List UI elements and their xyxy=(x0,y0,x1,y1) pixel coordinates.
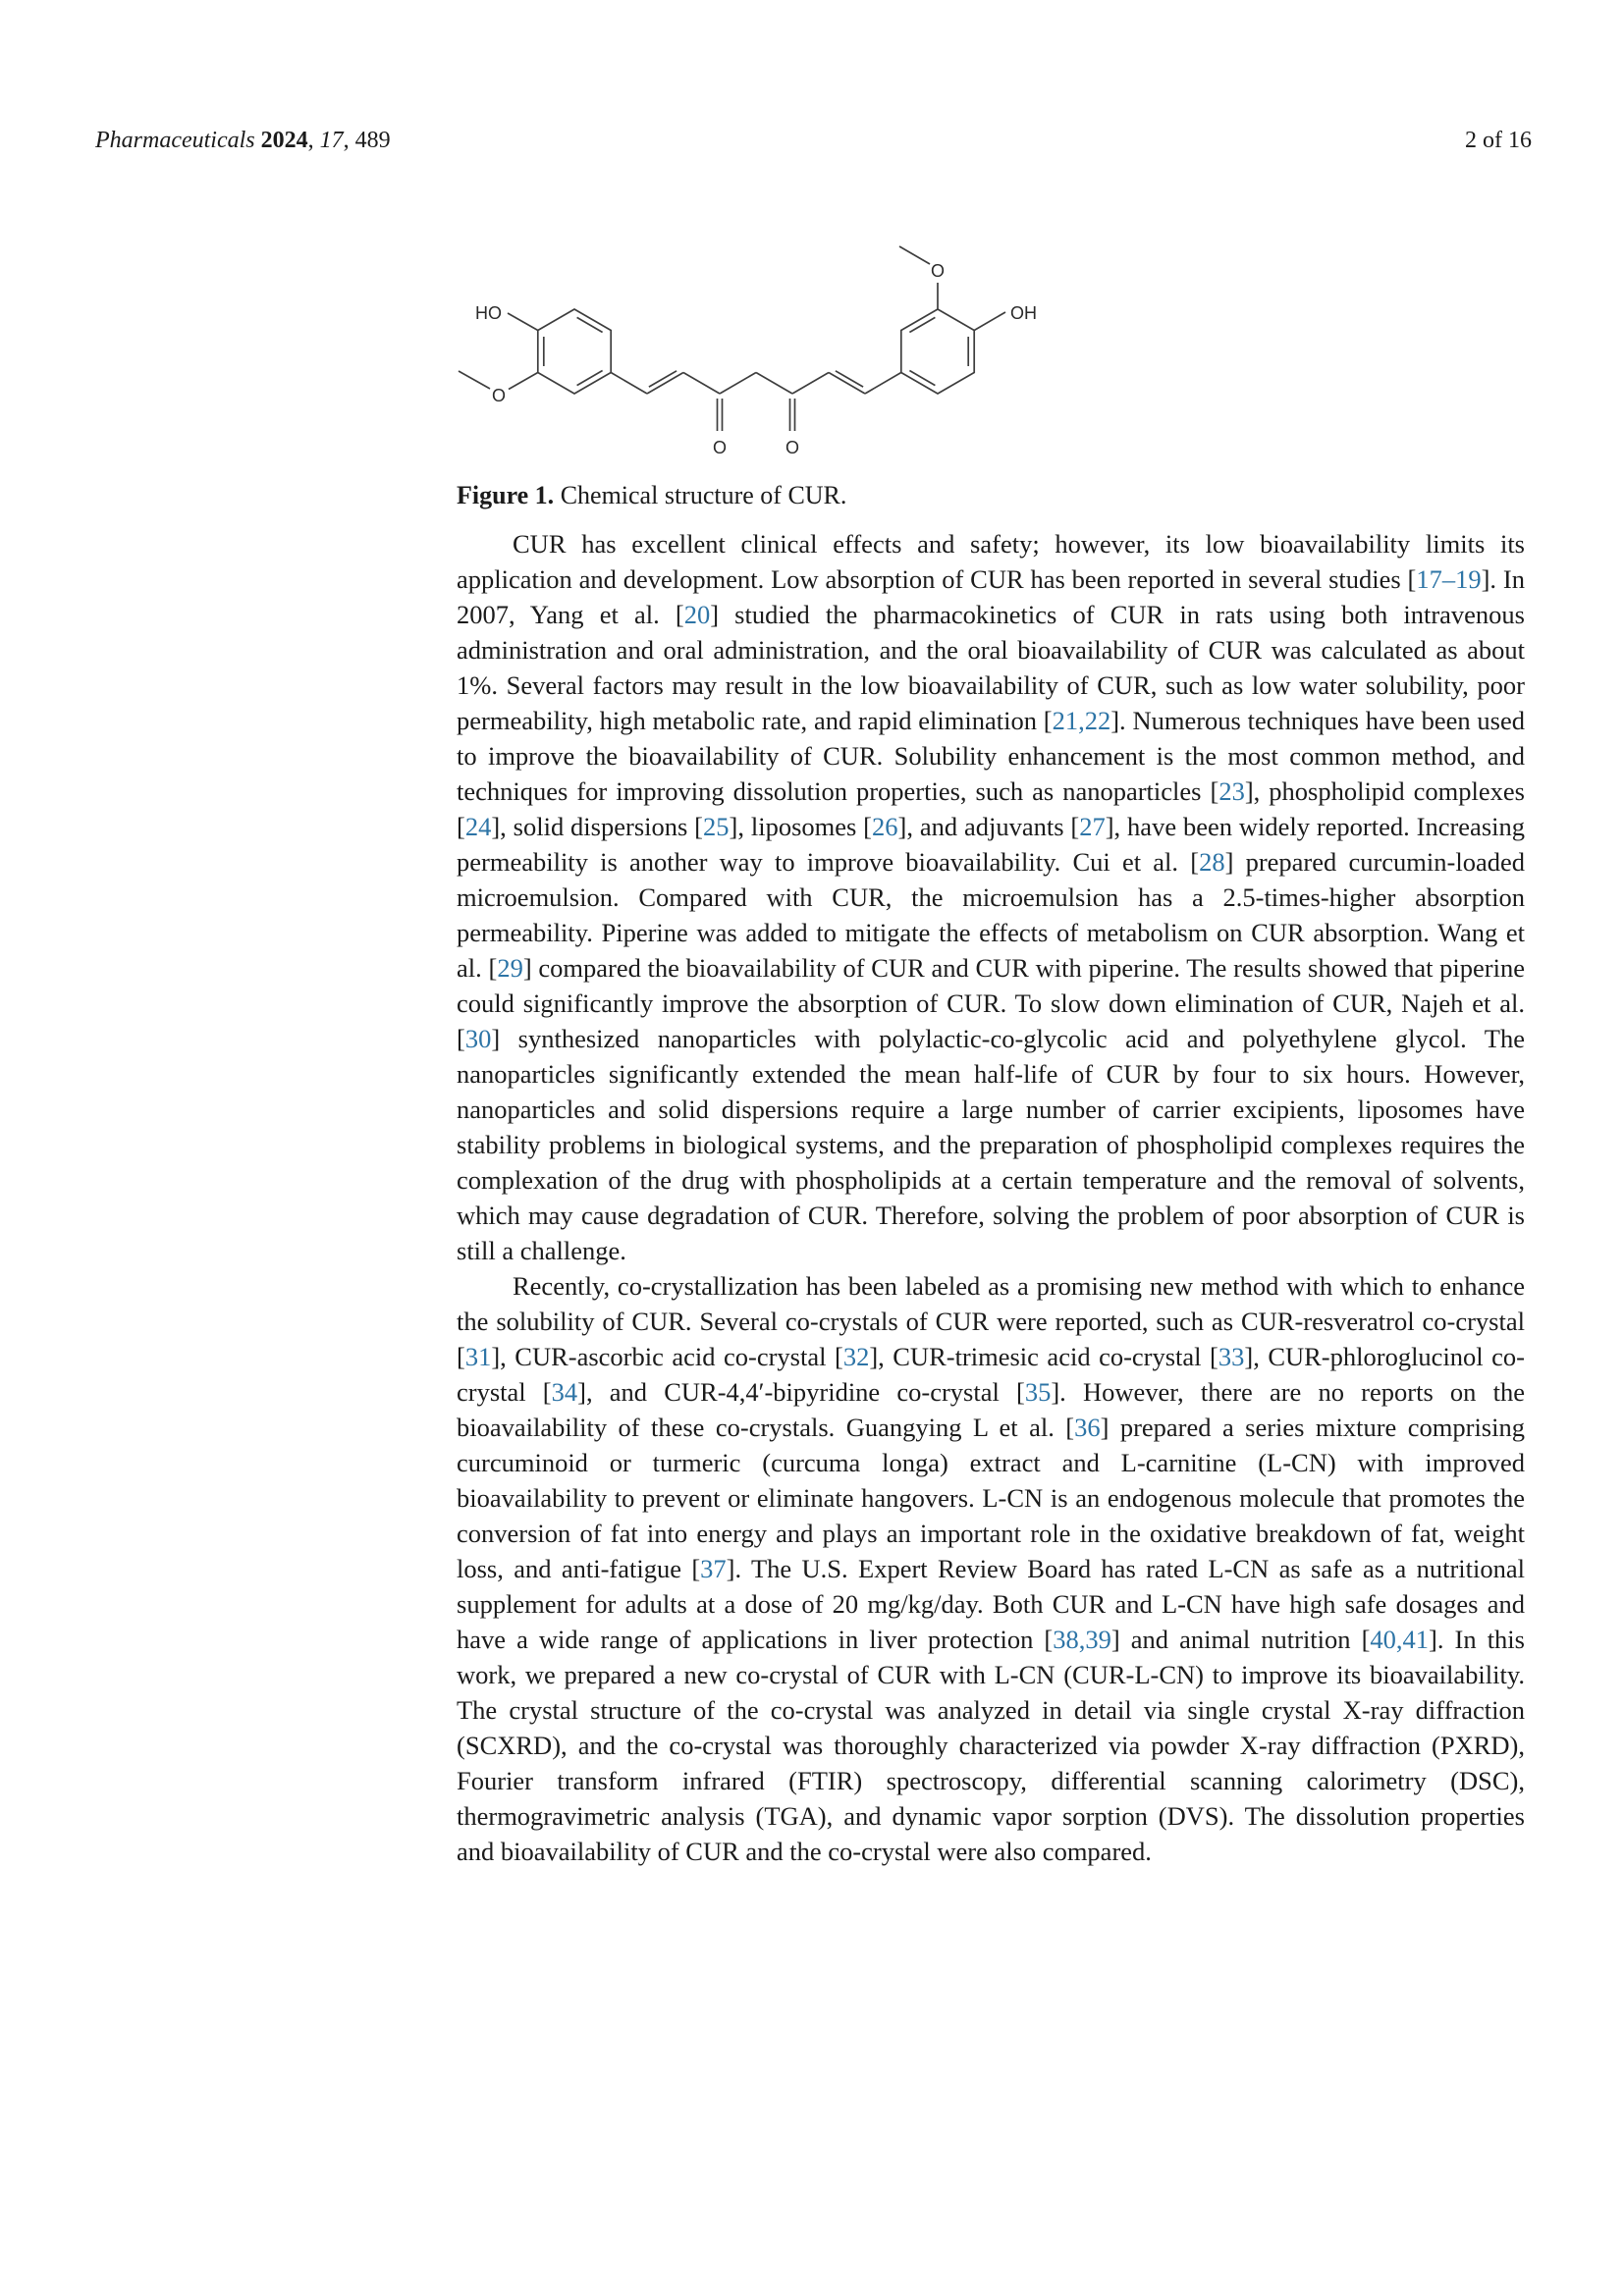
text-run: ], liposomes [ xyxy=(729,812,873,841)
text-run: ], have been widely reported. Increasing permeability is another way to improve bioavailability. Cui et al. [ xyxy=(457,812,1525,877)
right-benzene-ring xyxy=(901,309,974,394)
left-hydroxyl-group xyxy=(475,303,538,331)
right-hydroxyl-group xyxy=(974,303,1037,331)
citation-link[interactable]: 27 xyxy=(1079,812,1106,841)
text-run: ] synthesized nanoparticles with polylactic-co-glycolic acid and polyethylene glycol. The nanoparticles significantly extended the mean half-life of CUR by four to six hours. However, nanoparticles and solid dispersions require a large number of carrier excipients, liposomes have stability problems in biological systems, and the preparation of phospholipid complexes requires the complexation of the drug with phospholipids at a certain temperature and the removal of solvents, which may cause degradation of CUR. Therefore, solving the problem of poor absorption of CUR is still a challenge. xyxy=(457,1024,1525,1265)
citation-link[interactable]: 38,39 xyxy=(1053,1625,1111,1654)
citation-link[interactable]: 28 xyxy=(1199,847,1225,877)
figure-caption-text: Chemical structure of CUR. xyxy=(554,481,847,509)
text-run: ], phospholipid complexes [ xyxy=(457,776,1525,841)
text-run: ]. The U.S. Expert Review Board has rated L-CN as safe as a nutritional supplement for adults at a dose of 20 mg/kg/day. Both CUR and L-CN have high safe dosages and have a wide range of applications in liver protection [ xyxy=(457,1554,1525,1654)
page-header xyxy=(95,128,1532,154)
text-run: ], and CUR-4,4′-bipyridine co-crystal [ xyxy=(577,1377,1025,1407)
citation-link[interactable]: 17–19 xyxy=(1416,564,1482,594)
text-run: ], CUR-ascorbic acid co-crystal [ xyxy=(491,1342,843,1371)
citation-link[interactable]: 36 xyxy=(1074,1413,1101,1442)
journal-citation xyxy=(95,128,391,154)
figure-caption-label: Figure 1. xyxy=(457,481,555,509)
citation-link[interactable]: 24 xyxy=(464,812,492,841)
article-number: 489 xyxy=(354,128,391,153)
atom-label-o-carbonyl-2: O xyxy=(785,438,800,457)
citation-link[interactable]: 34 xyxy=(551,1377,578,1407)
figure-caption xyxy=(457,479,1525,512)
page-number: 2 of 16 xyxy=(1465,128,1532,153)
citation-link[interactable]: 26 xyxy=(872,812,898,841)
text-run: ], CUR-phloroglucinol co-crystal [ xyxy=(457,1342,1526,1407)
text-run: ] compared the bioavailability of CUR and CUR with piperine. The results showed that piperine could significantly improve the absorption of CUR. To slow down elimination of CUR, Najeh et al. [ xyxy=(457,953,1525,1053)
citation-link[interactable]: 21,22 xyxy=(1052,706,1111,735)
text-run: ] prepared a series mixture comprising curcuminoid or turmeric (curcuma longa) extract and L-carnitine (L-CN) with improved bioavailability to prevent or eliminate hangovers. L-CN is an endogenous molecule that promotes the conversion of fat into energy and plays an important role in the oxidative breakdown of fat, weight loss, and anti-fatigue [ xyxy=(457,1413,1525,1583)
carbonyl-group-1 xyxy=(713,399,727,457)
left-benzene-ring xyxy=(538,309,611,394)
journal-year: 2024 xyxy=(254,128,308,153)
text-run: ]. In 2007, Yang et al. [ xyxy=(457,564,1525,629)
separator: , xyxy=(343,128,355,153)
citation-link[interactable]: 33 xyxy=(1218,1342,1245,1371)
text-run: ], CUR-trimesic acid co-crystal [ xyxy=(869,1342,1218,1371)
atom-label-ho-left: HO xyxy=(475,303,502,323)
atom-label-oh-right: OH xyxy=(1010,303,1037,323)
text-run: ] and animal nutrition [ xyxy=(1110,1625,1371,1654)
citation-link[interactable]: 40,41 xyxy=(1370,1625,1430,1654)
text-run: ]. Numerous techniques have been used to improve the bioavailability of CUR. Solubility enhancement is the most common method, and techniques for improving dissolution properties, such as nanoparticles [ xyxy=(457,706,1526,806)
journal-name: Pharmaceuticals xyxy=(95,128,255,153)
text-run: ] studied the pharmacokinetics of CUR in rats using both intravenous administration and oral administration, and the oral bioavailability of CUR was calculated as about 1%. Several factors may result in the low bioavailability of CUR, such as low water solubility, poor permeability, high metabolic rate, and rapid elimination [ xyxy=(457,600,1525,735)
atom-label-o-carbonyl-1: O xyxy=(712,438,728,457)
text-run: ]. In this work, we prepared a new co-crystal of CUR with L-CN (CUR-L-CN) to improve its bioavailability. The crystal structure of the co-crystal was analyzed in detail via single crystal X-ray diffraction (SCXRD), and the co-crystal was thoroughly characterized via powder X-ray diffraction (PXRD), Fourier transform infrared (FTIR) spectroscopy, differential scanning calorimetry (DSC), thermogravimetric analysis (TGA), and dynamic vapor sorption (DVS). The dissolution properties and bioavailability of CUR and the co-crystal were also compared. xyxy=(457,1625,1525,1866)
citation-link[interactable]: 31 xyxy=(464,1342,492,1371)
text-run: Recently, co-crystallization has been labeled as a promising new method with which to enhance the solubility of CUR. Several co-crystals of CUR were reported, such as CUR-resveratrol co-crystal [ xyxy=(457,1271,1525,1371)
right-methoxy-group xyxy=(899,246,945,309)
chain-bonds xyxy=(611,371,901,394)
text-run: CUR has excellent clinical effects and safety; however, its low bioavailability limits its application and development. Low absorption of CUR has been reported in several studies [ xyxy=(457,529,1525,594)
citation-link[interactable]: 20 xyxy=(683,600,711,629)
journal-volume: 17 xyxy=(319,128,344,153)
citation-link[interactable]: 30 xyxy=(464,1024,492,1053)
atom-label-o-methoxy-left: O xyxy=(491,386,507,405)
curcumin-structure-image xyxy=(447,236,1056,471)
citation-link[interactable]: 25 xyxy=(703,812,730,841)
citation-link[interactable]: 23 xyxy=(1218,776,1245,806)
carbonyl-group-2 xyxy=(785,399,799,457)
citation-link[interactable]: 35 xyxy=(1024,1377,1052,1407)
text-run: ], and adjuvants [ xyxy=(897,812,1080,841)
body-paragraph xyxy=(457,526,1525,1268)
figure-1 xyxy=(457,236,1525,512)
text-run: ]. However, there are no reports on the bioavailability of these co-crystals. Guangying L et al. [ xyxy=(457,1377,1525,1442)
text-run: ], solid dispersions [ xyxy=(491,812,704,841)
article-body xyxy=(457,236,1525,1869)
left-methoxy-group xyxy=(459,371,538,405)
atom-label-o-methoxy-right: O xyxy=(930,261,946,281)
text-run: ] prepared curcumin-loaded microemulsion. Compared with CUR, the microemulsion has a 2.5-times-higher absorption permeability. Piperine was added to mitigate the effects of metabolism on CUR absorption. Wang et al. [ xyxy=(457,847,1525,983)
body-paragraph xyxy=(457,1268,1525,1869)
separator: , xyxy=(307,128,320,153)
citation-link[interactable]: 29 xyxy=(497,953,523,983)
paragraphs xyxy=(457,526,1525,1869)
citation-link[interactable]: 32 xyxy=(842,1342,870,1371)
citation-link[interactable]: 37 xyxy=(700,1554,727,1583)
